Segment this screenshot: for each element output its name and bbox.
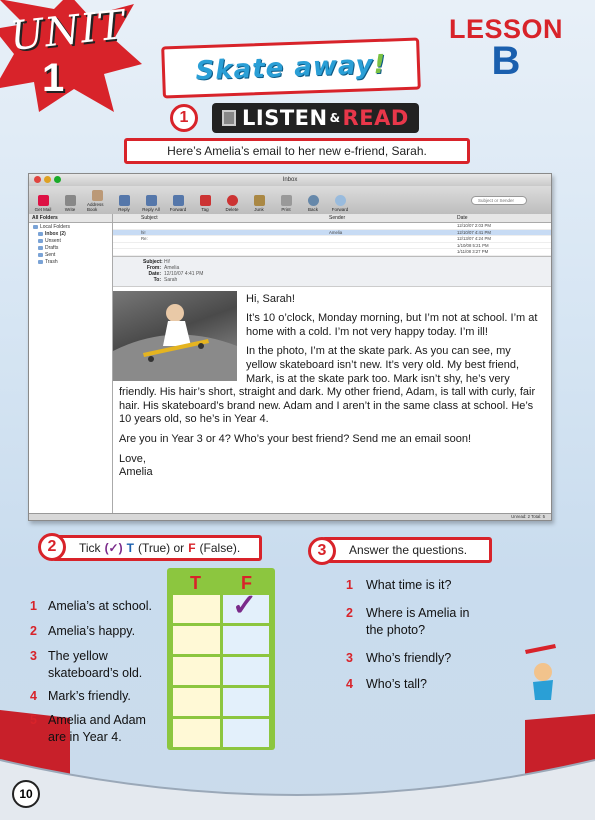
row-subject: Re:	[141, 236, 148, 242]
statement-number: 2	[30, 624, 37, 638]
toolbar-label: Address Book	[87, 202, 104, 212]
section-1-number: 1	[170, 104, 198, 132]
folder-icon	[38, 253, 43, 257]
minimize-window-icon[interactable]	[44, 176, 51, 183]
folder-unsent[interactable]	[29, 237, 112, 244]
print-button[interactable]	[276, 195, 296, 212]
window-title: Inbox	[282, 177, 298, 183]
print-icon	[281, 195, 292, 206]
question-number: 1	[346, 578, 353, 592]
reply-button[interactable]	[114, 195, 134, 212]
reply-all-icon	[146, 195, 157, 206]
folder-trash[interactable]	[29, 258, 112, 265]
folder-label: Unsent	[45, 237, 61, 244]
question-number: 2	[346, 606, 353, 620]
back-button[interactable]	[303, 195, 323, 212]
question-1	[346, 577, 451, 594]
email-paragraph-1: It’s 10 o’clock, Monday morning, but I’m not at school. I’m at home with a cold. I’m not very happy today. I’m ill!	[246, 312, 538, 338]
statement-text: Mark’s friendly.	[48, 689, 131, 703]
answer-cell[interactable]	[223, 719, 270, 747]
row-subject: hi!	[141, 229, 146, 235]
skater-image-icon	[113, 291, 237, 381]
statement-number: 1	[30, 599, 37, 613]
search-input[interactable]: Subject or Sender	[471, 196, 527, 205]
toolbar-label: Forward	[331, 207, 349, 212]
answer-cell[interactable]	[173, 688, 220, 716]
row-date: 12/10/07 4:41 PM	[457, 229, 491, 235]
skate-ramp-wall	[0, 690, 595, 820]
write-button[interactable]	[60, 195, 80, 212]
email-paragraph-3: Are you in Year 3 or 4? Who’s your best friend? Send me an email soon!	[119, 433, 472, 446]
folder-label: Drafts	[45, 244, 59, 251]
from-value[interactable]: Amelia	[164, 264, 180, 271]
question-3	[346, 650, 451, 667]
trash-icon	[38, 260, 43, 264]
grid-header-false: F	[241, 572, 252, 593]
skateboard-photo	[113, 291, 237, 381]
address-book-icon	[92, 190, 103, 201]
back-icon	[308, 195, 319, 206]
statement-number: 4	[30, 689, 37, 703]
tag-icon	[200, 195, 211, 206]
reply-icon	[119, 195, 130, 206]
window-titlebar	[29, 174, 551, 186]
folder-icon	[38, 232, 43, 236]
page-title	[195, 50, 387, 87]
forward-icon	[173, 195, 184, 206]
folder-pane	[29, 214, 113, 513]
message-header	[113, 256, 551, 287]
question-number: 3	[346, 651, 353, 665]
delete-button[interactable]	[222, 195, 242, 212]
folders-header: All Folders	[29, 214, 112, 223]
nav-forward-icon	[335, 195, 346, 206]
delete-icon	[227, 195, 238, 206]
reply-all-button[interactable]	[141, 195, 161, 212]
folder-label: Sent	[45, 251, 56, 258]
section-2-number: 2	[38, 533, 66, 561]
question-text: Where is Amelia in the photo?	[366, 606, 470, 637]
answer-cell[interactable]	[223, 657, 270, 685]
row-date: 1/10/08 5:21 PM	[457, 242, 489, 248]
lesson-letter: B	[491, 39, 521, 83]
folder-local[interactable]	[29, 223, 112, 230]
unit-label: UNIT	[7, 2, 128, 60]
toolbar-label: Back	[307, 207, 318, 212]
folder-drafts[interactable]	[29, 244, 112, 251]
true-letter: T	[126, 541, 134, 555]
nav-forward-button[interactable]	[330, 195, 350, 212]
question-number: 4	[346, 677, 353, 691]
row-sender: Amelia	[329, 229, 343, 235]
statement-number: 5	[30, 713, 37, 727]
page-title-excl: !	[372, 49, 387, 81]
statement-text: Amelia’s happy.	[48, 624, 136, 638]
status-bar: Unread: 2 Total: 5	[29, 513, 551, 520]
unit-number: 1	[42, 56, 65, 100]
folder-sent[interactable]	[29, 251, 112, 258]
answer-cell[interactable]	[223, 626, 270, 654]
toolbar-label: Tag	[201, 207, 209, 212]
get-mail-button[interactable]	[33, 195, 53, 212]
junk-icon	[254, 195, 265, 206]
lesson-label: LESSON	[448, 14, 564, 44]
date-value: 12/10/07 4:41 PM	[164, 271, 204, 278]
page-number: 10	[12, 780, 40, 808]
address-book-button[interactable]	[87, 190, 107, 212]
email-closing: Love,	[119, 452, 146, 465]
example-tick-mark: ✓	[232, 589, 258, 622]
statement-1	[30, 598, 170, 615]
answer-cell[interactable]	[173, 595, 220, 623]
tick-symbol: (✓)	[104, 541, 123, 555]
toolbar-label: Delete	[225, 207, 239, 212]
email-paragraph-2: In the photo, I’m at the skate park. As you can see, my yellow skateboard isn’t new. It’s very old. My best friend, Mark, is at the skate park too. Mark isn’t shy, he’s very friendly. His hair’s short, straight and dark. My other friend, Adam, is tall with curly, fair hair. His skateboard’s brand new. Adam and I aren’t in the same class at school. He’s 10 years old, so he’s in Year 4.	[119, 345, 536, 426]
listen-read-heading	[212, 103, 419, 133]
subject-label: Subject:	[143, 258, 163, 265]
folder-icon	[38, 239, 43, 243]
forward-button[interactable]	[168, 195, 188, 212]
zoom-window-icon[interactable]	[54, 176, 61, 183]
date-label: Date:	[148, 271, 161, 278]
column-subject[interactable]: Subject	[141, 215, 158, 221]
to-value[interactable]: Sarah	[164, 277, 178, 284]
page-title-text: Skate away	[195, 50, 375, 87]
mail-toolbar	[29, 186, 551, 214]
message-body	[113, 287, 551, 513]
row-date: 1/11/08 3:27 PM	[457, 249, 489, 255]
instruction-text: Tick	[79, 541, 101, 555]
toolbar-label: Junk	[254, 207, 264, 212]
junk-button[interactable]	[249, 195, 269, 212]
tag-button[interactable]	[195, 195, 215, 212]
row-date: 12/10/07 2:03 PM	[457, 223, 491, 229]
toolbar-label: Forward	[169, 207, 187, 212]
row-date: 12/13/07 4:24 PM	[457, 236, 491, 242]
answer-cell[interactable]	[223, 688, 270, 716]
column-date[interactable]: Date	[457, 215, 468, 221]
toolbar-label: Write	[64, 207, 76, 212]
toolbar-label: Print	[281, 207, 291, 212]
answer-cell[interactable]	[173, 657, 220, 685]
and-label: &	[329, 111, 341, 125]
false-letter: F	[188, 541, 196, 555]
answer-cell[interactable]	[173, 719, 220, 747]
statement-2	[30, 623, 170, 640]
section-3-instruction: Answer the questions.	[322, 537, 492, 563]
folder-icon	[33, 225, 38, 229]
answer-cell[interactable]	[173, 626, 220, 654]
folder-inbox[interactable]	[29, 230, 112, 237]
toolbar-label: Reply	[118, 207, 130, 212]
statement-text: Amelia and Adam are in Year 4.	[48, 713, 146, 744]
true-word: (True) or	[137, 541, 185, 555]
grid-header-true: T	[190, 572, 201, 593]
to-label: To:	[153, 277, 161, 284]
question-text: What time is it?	[366, 578, 452, 592]
read-label: READ	[342, 106, 409, 130]
statement-number: 3	[30, 649, 37, 663]
folder-label: Trash	[45, 258, 58, 265]
statement-4	[30, 688, 170, 705]
get-mail-icon	[38, 195, 49, 206]
question-2	[346, 605, 486, 639]
section-2-instruction	[52, 535, 262, 561]
toolbar-label: Reply All	[142, 207, 160, 212]
close-window-icon[interactable]	[34, 176, 41, 183]
question-text: Who’s tall?	[366, 677, 427, 691]
statement-5	[30, 712, 170, 746]
toolbar-label: Get Mail	[34, 207, 52, 212]
column-sender[interactable]: Sender	[329, 215, 346, 221]
subject-value: Hi!	[164, 258, 171, 265]
question-text: Who’s friendly?	[366, 651, 452, 665]
statement-text: Amelia’s at school.	[48, 599, 152, 613]
speaker-icon	[222, 110, 236, 126]
lesson-badge	[447, 14, 565, 84]
folder-label: Local Folders	[40, 223, 71, 230]
email-signature: Amelia	[119, 466, 153, 479]
intro-text: Here’s Amelia’s email to her new e-friend, Sarah.	[124, 138, 470, 164]
write-icon	[65, 195, 76, 206]
from-label: From:	[146, 264, 161, 271]
statement-3	[30, 648, 170, 682]
skater-illustration-icon	[515, 642, 565, 712]
true-false-grid	[167, 568, 275, 750]
section-3-number: 3	[308, 537, 336, 565]
statement-text: The yellow skateboard’s old.	[48, 649, 143, 680]
folder-label: Inbox (2)	[45, 230, 66, 237]
folder-icon	[38, 246, 43, 250]
question-4	[346, 676, 427, 693]
email-window	[28, 173, 552, 521]
message-list-header	[113, 214, 551, 223]
listen-label: LISTEN	[242, 106, 328, 130]
false-word: (False).	[199, 541, 241, 555]
title-banner	[161, 38, 421, 99]
email-greeting: Hi, Sarah!	[246, 292, 295, 305]
